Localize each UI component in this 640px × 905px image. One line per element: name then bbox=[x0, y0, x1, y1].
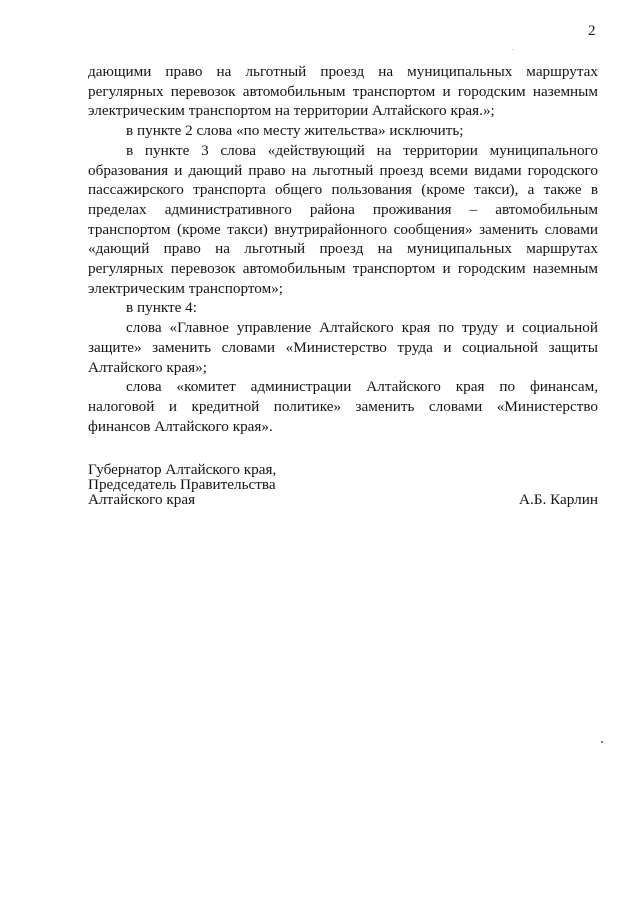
paragraph-point-4-amendment-1: слова «Главное управление Алтайского края по труду и социальной защите» заменить словами «Министерство труда и социальной защиты Алтайского края»; bbox=[88, 319, 598, 376]
paragraph-point-3: в пункте 3 слова «действующий на территории муниципального образования и дающий право на льготный проезд всеми видами городского пассажирского транспорта общего пользования (кроме такси), а также в пределах административного района проживания – автомобильным транспортом (кроме такси) внутрирайонного сообщения» заменить словами «дающий право на льготный проезд на муниципальных маршрутах регулярных перевозок автомобильным транспортом и городским наземным электрическим транспортом»; bbox=[88, 141, 598, 297]
document-body bbox=[88, 62, 598, 436]
scan-speck bbox=[601, 741, 603, 743]
signatory-title-line: Алтайского края bbox=[88, 491, 196, 508]
paragraph-continuation: дающими право на льготный проезд на муниципальных маршрутах регулярных перевозок автомобильным транспортом и городским наземным электрическим транспортом на территории Алтайского края.»; bbox=[88, 63, 598, 120]
paragraph-point-2: в пункте 2 слова «по месту жительства» исключить; bbox=[126, 122, 464, 140]
signatory-title-line: Губернатор Алтайского края, bbox=[88, 461, 277, 478]
paragraph-point-4-amendment-2: слова «комитет администрации Алтайского края по финансам, налоговой и кредитной политике» заменить словами «Министерство финансов Алтайского края». bbox=[88, 378, 598, 435]
scan-speck bbox=[512, 49, 513, 50]
signatory-name: А.Б. Карлин bbox=[519, 491, 598, 508]
signatory-title-line: Председатель Правительства bbox=[88, 476, 276, 493]
paragraph-point-4-heading: в пункте 4: bbox=[126, 299, 197, 317]
page-number: 2 bbox=[588, 23, 596, 39]
signature-block bbox=[88, 462, 598, 507]
